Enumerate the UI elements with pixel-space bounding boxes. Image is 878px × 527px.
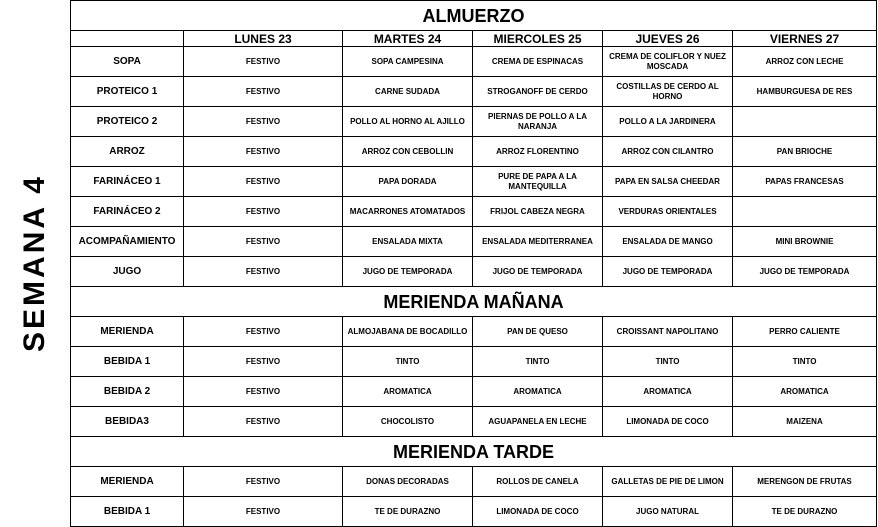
section-header-row <box>71 437 877 467</box>
day-header: JUEVES 26 <box>603 31 733 47</box>
menu-cell: CROISSANT NAPOLITANO <box>603 317 733 347</box>
menu-cell: MERENGON DE FRUTAS <box>733 467 877 497</box>
menu-cell: PAPA DORADA <box>343 167 473 197</box>
table-row <box>71 167 877 197</box>
row-label: BEBIDA 1 <box>71 347 184 377</box>
week-label: SEMANA 4 <box>18 174 51 352</box>
menu-cell: PAN BRIOCHE <box>733 137 877 167</box>
menu-cell: CREMA DE COLIFLOR Y NUEZ MOSCADA <box>603 47 733 77</box>
menu-cell: JUGO DE TEMPORADA <box>473 257 603 287</box>
menu-cell: STROGANOFF DE CERDO <box>473 77 603 107</box>
menu-cell: FESTIVO <box>184 467 343 497</box>
menu-cell: FESTIVO <box>184 227 343 257</box>
menu-cell: TINTO <box>603 347 733 377</box>
menu-cell: PERRO CALIENTE <box>733 317 877 347</box>
table-row <box>71 467 877 497</box>
menu-cell: PURE DE PAPA A LA MANTEQUILLA <box>473 167 603 197</box>
menu-cell: ALMOJABANA DE BOCADILLO <box>343 317 473 347</box>
table-row <box>71 137 877 167</box>
row-label: MERIENDA <box>71 317 184 347</box>
menu-cell: PAN DE QUESO <box>473 317 603 347</box>
section-title: ALMUERZO <box>71 1 877 31</box>
menu-cell: POLLO A LA JARDINERA <box>603 107 733 137</box>
menu-cell: TE DE DURAZNO <box>733 497 877 527</box>
menu-cell: TINTO <box>343 347 473 377</box>
menu-cell: FESTIVO <box>184 407 343 437</box>
table-row <box>71 347 877 377</box>
menu-cell: TE DE DURAZNO <box>343 497 473 527</box>
menu-cell <box>733 197 877 227</box>
menu-cell: ENSALADA MIXTA <box>343 227 473 257</box>
menu-cell: AROMATICA <box>603 377 733 407</box>
menu-cell: FESTIVO <box>184 197 343 227</box>
menu-cell: CARNE SUDADA <box>343 77 473 107</box>
menu-cell: LIMONADA DE COCO <box>603 407 733 437</box>
menu-cell: FESTIVO <box>184 347 343 377</box>
table-row <box>71 497 877 527</box>
menu-cell: CHOCOLISTO <box>343 407 473 437</box>
menu-cell: JUGO DE TEMPORADA <box>733 257 877 287</box>
menu-cell: ENSALADA DE MANGO <box>603 227 733 257</box>
menu-cell: PAPA EN SALSA CHEEDAR <box>603 167 733 197</box>
menu-cell: GALLETAS DE PIE DE LIMON <box>603 467 733 497</box>
menu-cell: FESTIVO <box>184 107 343 137</box>
section-header-row <box>71 287 877 317</box>
menu-cell: LIMONADA DE COCO <box>473 497 603 527</box>
row-label: SOPA <box>71 47 184 77</box>
day-header: MARTES 24 <box>343 31 473 47</box>
row-label: PROTEICO 2 <box>71 107 184 137</box>
menu-cell: MACARRONES ATOMATADOS <box>343 197 473 227</box>
table-row <box>71 197 877 227</box>
row-label: BEBIDA 2 <box>71 377 184 407</box>
menu-cell: SOPA CAMPESINA <box>343 47 473 77</box>
table-row <box>71 257 877 287</box>
menu-cell: MAIZENA <box>733 407 877 437</box>
menu-cell: TINTO <box>733 347 877 377</box>
menu-cell: FESTIVO <box>184 317 343 347</box>
menu-cell: JUGO DE TEMPORADA <box>343 257 473 287</box>
row-label: BEBIDA3 <box>71 407 184 437</box>
menu-cell: CREMA DE ESPINACAS <box>473 47 603 77</box>
menu-cell: ROLLOS DE CANELA <box>473 467 603 497</box>
menu-cell: FESTIVO <box>184 167 343 197</box>
menu-cell <box>733 107 877 137</box>
menu-cell: PIERNAS DE POLLO A LA NARANJA <box>473 107 603 137</box>
row-label: FARINÁCEO 1 <box>71 167 184 197</box>
row-label: PROTEICO 1 <box>71 77 184 107</box>
table-row <box>71 407 877 437</box>
row-label: JUGO <box>71 257 184 287</box>
day-header: MIERCOLES 25 <box>473 31 603 47</box>
menu-cell: MINI BROWNIE <box>733 227 877 257</box>
section-header-row <box>71 1 877 31</box>
day-header-row <box>71 31 877 47</box>
week-label-cell <box>0 0 70 527</box>
menu-cell: ARROZ FLORENTINO <box>473 137 603 167</box>
section-title: MERIENDA TARDE <box>71 437 877 467</box>
menu-table <box>70 0 877 527</box>
menu-cell: JUGO DE TEMPORADA <box>603 257 733 287</box>
menu-cell: PAPAS FRANCESAS <box>733 167 877 197</box>
table-row <box>71 107 877 137</box>
menu-cell: COSTILLAS DE CERDO AL HORNO <box>603 77 733 107</box>
menu-cell: FESTIVO <box>184 497 343 527</box>
row-label: ACOMPAÑAMIENTO <box>71 227 184 257</box>
menu-cell: TINTO <box>473 347 603 377</box>
menu-cell: ARROZ CON LECHE <box>733 47 877 77</box>
menu-cell: POLLO AL HORNO AL AJILLO <box>343 107 473 137</box>
table-row <box>71 77 877 107</box>
day-header: LUNES 23 <box>184 31 343 47</box>
menu-cell: AROMATICA <box>733 377 877 407</box>
section-title: MERIENDA MAÑANA <box>71 287 877 317</box>
menu-cell: AGUAPANELA EN LECHE <box>473 407 603 437</box>
menu-cell: ENSALADA MEDITERRANEA <box>473 227 603 257</box>
menu-cell: FESTIVO <box>184 77 343 107</box>
corner-cell <box>71 31 184 47</box>
row-label: BEBIDA 1 <box>71 497 184 527</box>
table-row <box>71 47 877 77</box>
menu-cell: DONAS DECORADAS <box>343 467 473 497</box>
menu-cell: AROMATICA <box>343 377 473 407</box>
menu-cell: ARROZ CON CILANTRO <box>603 137 733 167</box>
menu-cell: AROMATICA <box>473 377 603 407</box>
menu-cell: JUGO NATURAL <box>603 497 733 527</box>
row-label: MERIENDA <box>71 467 184 497</box>
table-row <box>71 227 877 257</box>
menu-cell: FESTIVO <box>184 47 343 77</box>
table-row <box>71 377 877 407</box>
menu-cell: ARROZ CON CEBOLLIN <box>343 137 473 167</box>
day-header: VIERNES 27 <box>733 31 877 47</box>
menu-cell: FESTIVO <box>184 257 343 287</box>
menu-cell: HAMBURGUESA DE RES <box>733 77 877 107</box>
row-label: FARINÁCEO 2 <box>71 197 184 227</box>
menu-cell: FRIJOL CABEZA NEGRA <box>473 197 603 227</box>
table-row <box>71 317 877 347</box>
menu-cell: VERDURAS ORIENTALES <box>603 197 733 227</box>
menu-cell: FESTIVO <box>184 137 343 167</box>
menu-cell: FESTIVO <box>184 377 343 407</box>
row-label: ARROZ <box>71 137 184 167</box>
